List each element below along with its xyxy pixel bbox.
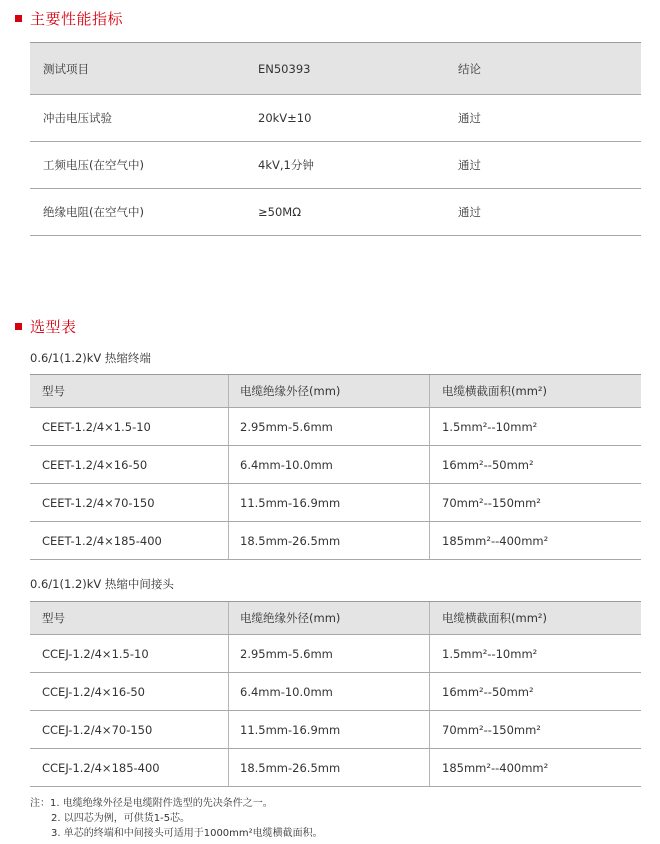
selection-title: 选型表 (30, 317, 77, 336)
note-line: 2. 以四芯为例，可供货1-5芯。 (51, 813, 191, 824)
terminal-selection-table (30, 374, 641, 560)
bullet-square-icon (15, 323, 22, 330)
selection-table-header (30, 375, 641, 408)
header-standard: EN50393 (258, 61, 311, 76)
standard-value-cell: 20kV±10 (258, 111, 312, 125)
table-row (30, 711, 641, 749)
joint-table-subtitle: 0.6/1(1.2)kV 热缩中间接头 (30, 577, 174, 591)
table-row (30, 635, 641, 673)
standard-value-cell: ≥50MΩ (258, 205, 301, 219)
diameter-cell: 11.5mm-16.9mm (229, 711, 430, 748)
table-row (30, 95, 641, 142)
performance-section-title (15, 8, 123, 28)
model-cell: CCEJ-1.2/4×185-400 (30, 749, 229, 786)
model-cell: CCEJ-1.2/4×16-50 (30, 673, 229, 710)
bullet-square-icon (15, 15, 22, 22)
result-cell: 通过 (458, 158, 481, 172)
table-row (30, 408, 641, 446)
header-cross-section: 电缆横截面积(mm²) (442, 611, 547, 625)
note-line: 3. 单芯的终端和中间接头可适用于1000mm²电缆横截面积。 (51, 828, 323, 839)
table-row (30, 673, 641, 711)
diameter-cell: 2.95mm-5.6mm (229, 635, 430, 672)
test-item-cell: 冲击电压试验 (43, 111, 112, 125)
table-row (30, 522, 641, 560)
header-model: 型号 (30, 375, 229, 407)
notes (30, 796, 323, 841)
cross-section-cell: 70mm²--150mm² (442, 722, 541, 737)
diameter-cell: 18.5mm-26.5mm (229, 749, 430, 786)
performance-table-header (30, 43, 641, 95)
cross-section-cell: 70mm²--150mm² (442, 495, 541, 510)
table-row (30, 189, 641, 236)
standard-value-cell: 4kV,1分钟 (258, 158, 314, 172)
result-cell: 通过 (458, 205, 481, 219)
result-cell: 通过 (458, 111, 481, 125)
model-cell: CEET-1.2/4×185-400 (30, 522, 229, 559)
performance-table (30, 42, 641, 236)
test-item-cell: 绝缘电阻(在空气中) (43, 205, 144, 219)
table-row (30, 446, 641, 484)
model-cell: CCEJ-1.2/4×1.5-10 (30, 635, 229, 672)
model-cell: CEET-1.2/4×70-150 (30, 484, 229, 521)
model-cell: CEET-1.2/4×1.5-10 (30, 408, 229, 445)
header-cross-section: 电缆横截面积(mm²) (442, 384, 547, 398)
cross-section-cell: 1.5mm²--10mm² (442, 646, 538, 661)
terminal-table-subtitle: 0.6/1(1.2)kV 热缩终端 (30, 351, 151, 365)
cross-section-cell: 185mm²--400mm² (442, 760, 549, 775)
diameter-cell: 18.5mm-26.5mm (229, 522, 430, 559)
header-insulation-diameter: 电缆绝缘外径(mm) (229, 375, 430, 407)
selection-section-title (15, 316, 77, 336)
selection-table-header (30, 602, 641, 635)
diameter-cell: 6.4mm-10.0mm (229, 673, 430, 710)
performance-title: 主要性能指标 (30, 9, 124, 28)
header-result: 结论 (458, 61, 481, 76)
table-row (30, 484, 641, 522)
model-cell: CEET-1.2/4×16-50 (30, 446, 229, 483)
header-test-item: 测试项目 (43, 61, 89, 76)
diameter-cell: 2.95mm-5.6mm (229, 408, 430, 445)
note-line: 注：1. 电缆绝缘外径是电缆附件选型的先决条件之一。 (30, 798, 273, 809)
header-insulation-diameter: 电缆绝缘外径(mm) (229, 602, 430, 634)
model-cell: CCEJ-1.2/4×70-150 (30, 711, 229, 748)
diameter-cell: 11.5mm-16.9mm (229, 484, 430, 521)
table-row (30, 749, 641, 787)
table-row (30, 142, 641, 189)
cross-section-cell: 16mm²--50mm² (442, 684, 534, 699)
joint-selection-table (30, 601, 641, 787)
cross-section-cell: 185mm²--400mm² (442, 533, 549, 548)
header-model: 型号 (30, 602, 229, 634)
cross-section-cell: 16mm²--50mm² (442, 457, 534, 472)
diameter-cell: 6.4mm-10.0mm (229, 446, 430, 483)
cross-section-cell: 1.5mm²--10mm² (442, 419, 538, 434)
test-item-cell: 工频电压(在空气中) (43, 158, 144, 172)
